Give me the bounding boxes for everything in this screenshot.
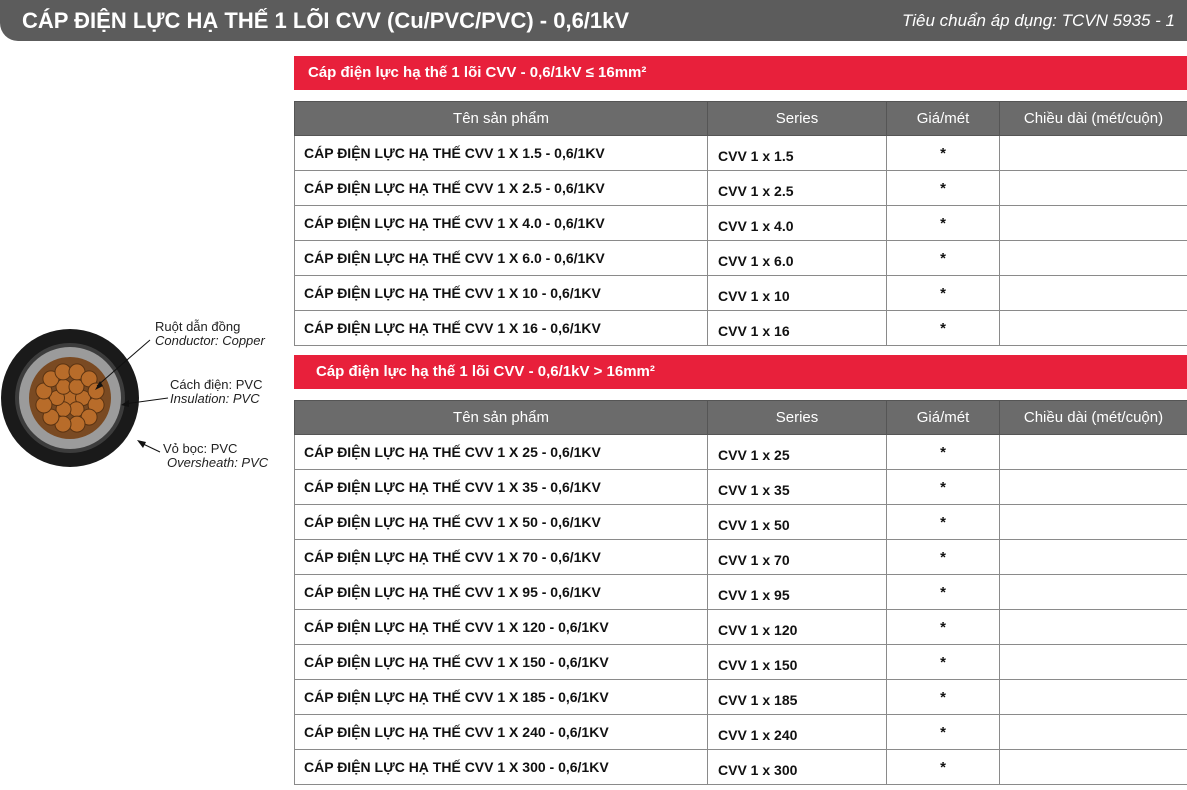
price-cell: * bbox=[887, 171, 1000, 206]
price-cell: * bbox=[887, 610, 1000, 645]
product-name-cell: CÁP ĐIỆN LỰC HẠ THẾ CVV 1 X 4.0 - 0,6/1KV bbox=[295, 206, 708, 241]
price-cell: * bbox=[887, 435, 1000, 470]
series-cell: CVV 1 x 1.5 bbox=[708, 136, 887, 171]
length-cell bbox=[1000, 505, 1187, 540]
insulation-label-en: Insulation: PVC bbox=[170, 391, 260, 406]
table-row bbox=[295, 435, 1187, 470]
table-row bbox=[295, 680, 1187, 715]
column-header-series: Series bbox=[708, 401, 887, 435]
conductor-label-en: Conductor: Copper bbox=[155, 333, 265, 348]
cable-cross-section-diagram bbox=[0, 318, 290, 468]
series-cell: CVV 1 x 240 bbox=[708, 715, 887, 750]
product-name-cell: CÁP ĐIỆN LỰC HẠ THẾ CVV 1 X 16 - 0,6/1KV bbox=[295, 311, 708, 346]
series-cell: CVV 1 x 185 bbox=[708, 680, 887, 715]
table-header-row bbox=[295, 102, 1187, 136]
product-name-cell: CÁP ĐIỆN LỰC HẠ THẾ CVV 1 X 120 - 0,6/1KV bbox=[295, 610, 708, 645]
length-cell bbox=[1000, 311, 1187, 346]
series-cell: CVV 1 x 25 bbox=[708, 435, 887, 470]
table-header-row bbox=[295, 401, 1187, 435]
price-cell: * bbox=[887, 311, 1000, 346]
column-header-name: Tên sản phẩm bbox=[295, 102, 708, 136]
length-cell bbox=[1000, 610, 1187, 645]
section-2-title: Cáp điện lực hạ thế 1 lõi CVV - 0,6/1kV > 16mm² bbox=[294, 355, 1187, 389]
column-header-length: Chiều dài (mét/cuộn) bbox=[1000, 102, 1187, 136]
length-cell bbox=[1000, 276, 1187, 311]
length-cell bbox=[1000, 715, 1187, 750]
length-cell bbox=[1000, 171, 1187, 206]
series-cell: CVV 1 x 95 bbox=[708, 575, 887, 610]
series-cell: CVV 1 x 6.0 bbox=[708, 241, 887, 276]
price-cell: * bbox=[887, 470, 1000, 505]
product-name-cell: CÁP ĐIỆN LỰC HẠ THẾ CVV 1 X 6.0 - 0,6/1KV bbox=[295, 241, 708, 276]
series-cell: CVV 1 x 70 bbox=[708, 540, 887, 575]
product-name-cell: CÁP ĐIỆN LỰC HẠ THẾ CVV 1 X 95 - 0,6/1KV bbox=[295, 575, 708, 610]
section-1-title: Cáp điện lực hạ thế 1 lõi CVV - 0,6/1kV ≤ 16mm² bbox=[294, 56, 1187, 90]
oversheath-label-en: Oversheath: PVC bbox=[167, 455, 269, 470]
applied-standard: Tiêu chuẩn áp dụng: TCVN 5935 - 1 bbox=[902, 11, 1175, 30]
product-name-cell: CÁP ĐIỆN LỰC HẠ THẾ CVV 1 X 1.5 - 0,6/1KV bbox=[295, 136, 708, 171]
product-name-cell: CÁP ĐIỆN LỰC HẠ THẾ CVV 1 X 150 - 0,6/1KV bbox=[295, 645, 708, 680]
section-1-table bbox=[294, 101, 1187, 346]
table-row bbox=[295, 206, 1187, 241]
column-header-name: Tên sản phẩm bbox=[295, 401, 708, 435]
product-name-cell: CÁP ĐIỆN LỰC HẠ THẾ CVV 1 X 10 - 0,6/1KV bbox=[295, 276, 708, 311]
price-cell: * bbox=[887, 505, 1000, 540]
length-cell bbox=[1000, 241, 1187, 276]
price-cell: * bbox=[887, 750, 1000, 785]
product-name-cell: CÁP ĐIỆN LỰC HẠ THẾ CVV 1 X 185 - 0,6/1KV bbox=[295, 680, 708, 715]
table-row bbox=[295, 575, 1187, 610]
series-cell: CVV 1 x 4.0 bbox=[708, 206, 887, 241]
series-cell: CVV 1 x 35 bbox=[708, 470, 887, 505]
length-cell bbox=[1000, 645, 1187, 680]
length-cell bbox=[1000, 680, 1187, 715]
length-cell bbox=[1000, 206, 1187, 241]
series-cell: CVV 1 x 150 bbox=[708, 645, 887, 680]
section-2-table bbox=[294, 400, 1187, 785]
product-name-cell: CÁP ĐIỆN LỰC HẠ THẾ CVV 1 X 70 - 0,6/1KV bbox=[295, 540, 708, 575]
table-row bbox=[295, 136, 1187, 171]
price-cell: * bbox=[887, 206, 1000, 241]
series-cell: CVV 1 x 2.5 bbox=[708, 171, 887, 206]
table-row bbox=[295, 241, 1187, 276]
series-cell: CVV 1 x 16 bbox=[708, 311, 887, 346]
product-name-cell: CÁP ĐIỆN LỰC HẠ THẾ CVV 1 X 300 - 0,6/1KV bbox=[295, 750, 708, 785]
price-cell: * bbox=[887, 136, 1000, 171]
table-row bbox=[295, 470, 1187, 505]
length-cell bbox=[1000, 435, 1187, 470]
oversheath-label-vi: Vỏ bọc: PVC bbox=[163, 441, 238, 456]
price-cell: * bbox=[887, 575, 1000, 610]
table-row bbox=[295, 276, 1187, 311]
product-name-cell: CÁP ĐIỆN LỰC HẠ THẾ CVV 1 X 25 - 0,6/1KV bbox=[295, 435, 708, 470]
table-row bbox=[295, 750, 1187, 785]
column-header-series: Series bbox=[708, 102, 887, 136]
section-1-rows bbox=[295, 136, 1187, 346]
column-header-length: Chiều dài (mét/cuộn) bbox=[1000, 401, 1187, 435]
table-row bbox=[295, 715, 1187, 750]
price-cell: * bbox=[887, 715, 1000, 750]
table-row bbox=[295, 171, 1187, 206]
table-row bbox=[295, 540, 1187, 575]
price-cell: * bbox=[887, 276, 1000, 311]
price-cell: * bbox=[887, 540, 1000, 575]
price-cell: * bbox=[887, 680, 1000, 715]
column-header-price: Giá/mét bbox=[887, 102, 1000, 136]
product-name-cell: CÁP ĐIỆN LỰC HẠ THẾ CVV 1 X 2.5 - 0,6/1KV bbox=[295, 171, 708, 206]
oversheath-pointer-arrow bbox=[137, 440, 146, 448]
insulation-label-vi: Cách điện: PVC bbox=[170, 377, 263, 392]
length-cell bbox=[1000, 575, 1187, 610]
table-row bbox=[295, 645, 1187, 680]
copper-strands bbox=[36, 364, 104, 432]
product-name-cell: CÁP ĐIỆN LỰC HẠ THẾ CVV 1 X 35 - 0,6/1KV bbox=[295, 470, 708, 505]
table-row bbox=[295, 505, 1187, 540]
page-header bbox=[0, 0, 1187, 41]
series-cell: CVV 1 x 10 bbox=[708, 276, 887, 311]
series-cell: CVV 1 x 50 bbox=[708, 505, 887, 540]
page-title: CÁP ĐIỆN LỰC HẠ THẾ 1 LÕI CVV (Cu/PVC/PVC) - 0,6/1kV bbox=[22, 8, 630, 33]
price-cell: * bbox=[887, 645, 1000, 680]
conductor-label bbox=[155, 320, 265, 348]
length-cell bbox=[1000, 540, 1187, 575]
series-cell: CVV 1 x 300 bbox=[708, 750, 887, 785]
insulation-label bbox=[170, 378, 263, 406]
length-cell bbox=[1000, 470, 1187, 505]
conductor-label-vi: Ruột dẫn đồng bbox=[155, 319, 241, 334]
table-row bbox=[295, 311, 1187, 346]
length-cell bbox=[1000, 750, 1187, 785]
column-header-price: Giá/mét bbox=[887, 401, 1000, 435]
oversheath-label bbox=[163, 442, 268, 470]
series-cell: CVV 1 x 120 bbox=[708, 610, 887, 645]
price-cell: * bbox=[887, 241, 1000, 276]
length-cell bbox=[1000, 136, 1187, 171]
table-row bbox=[295, 610, 1187, 645]
product-name-cell: CÁP ĐIỆN LỰC HẠ THẾ CVV 1 X 50 - 0,6/1KV bbox=[295, 505, 708, 540]
section-2-rows bbox=[295, 435, 1187, 785]
product-name-cell: CÁP ĐIỆN LỰC HẠ THẾ CVV 1 X 240 - 0,6/1KV bbox=[295, 715, 708, 750]
